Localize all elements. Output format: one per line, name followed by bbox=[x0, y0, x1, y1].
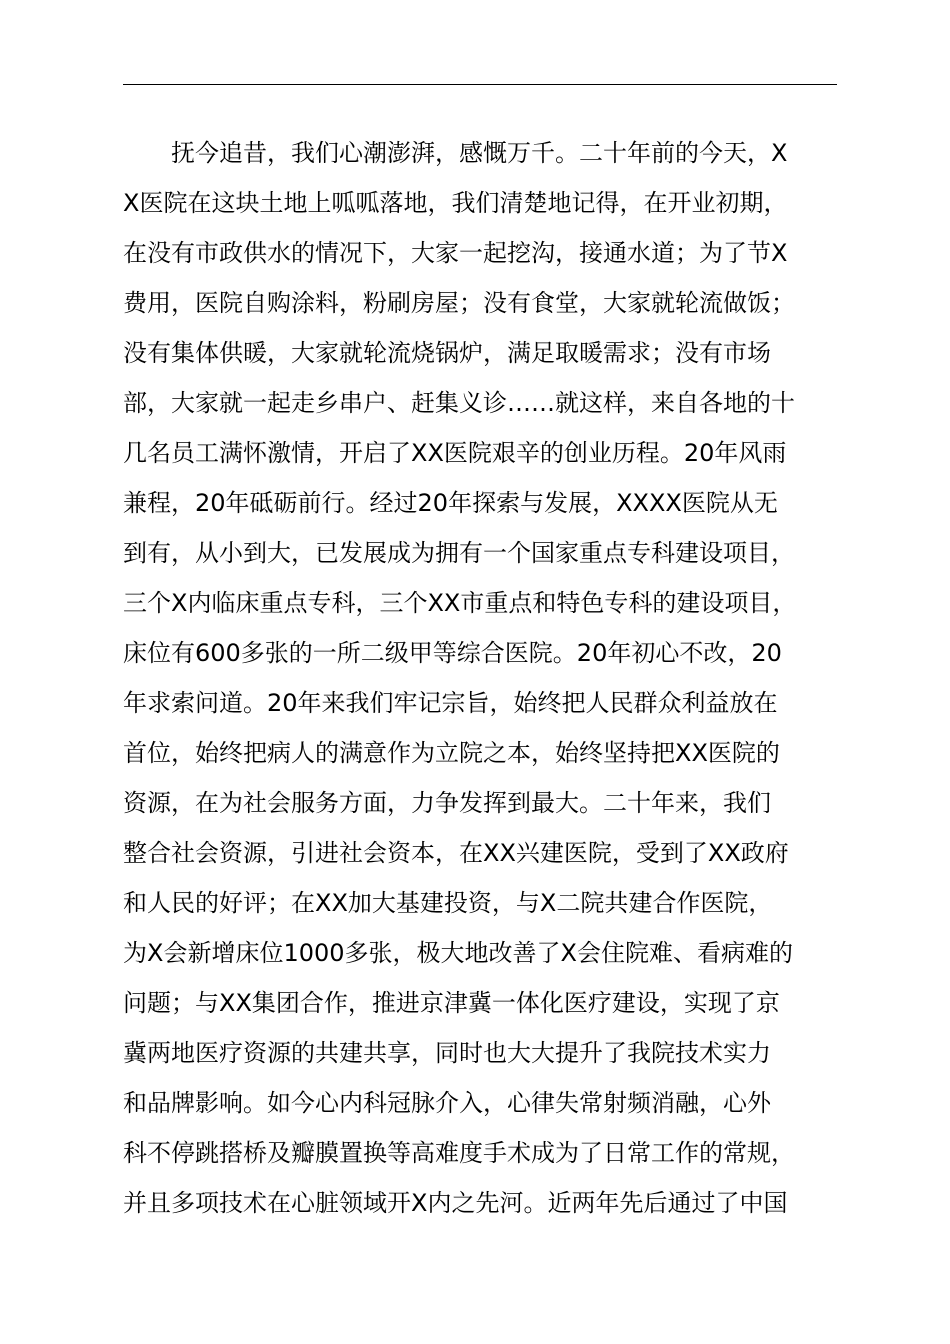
text-line: 部，大家就一起走乡串户、赶集义诊……就这样，来自各地的十 bbox=[123, 389, 795, 417]
text-line: 床位有600多张的一所二级甲等综合医院。20年初心不改，20 bbox=[123, 639, 782, 667]
text-line: 在没有市政供水的情况下，大家一起挖沟，接通水道；为了节X bbox=[123, 239, 788, 267]
text-line: 问题；与XX集团合作，推进京津冀一体化医疗建设，实现了京 bbox=[123, 989, 780, 1017]
text-line: 科不停跳搭桥及瓣膜置换等高难度手术成为了日常工作的常规， bbox=[123, 1139, 795, 1167]
text-line: 整合社会资源，引进社会资本，在XX兴建医院，受到了XX政府 bbox=[123, 839, 789, 867]
text-line: 没有集体供暖，大家就轮流烧锅炉，满足取暖需求；没有市场 bbox=[123, 339, 771, 367]
text-line: 几名员工满怀激情，开启了XX医院艰辛的创业历程。20年风雨 bbox=[123, 439, 787, 467]
text-line: 冀两地医疗资源的共建共享，同时也大大提升了我院技术实力 bbox=[123, 1039, 771, 1067]
text-line: 资源，在为社会服务方面，力争发挥到最大。二十年来，我们 bbox=[123, 789, 771, 817]
text-line: 为X会新增床位1000多张，极大地改善了X会住院难、看病难的 bbox=[123, 939, 793, 967]
header-rule bbox=[123, 84, 837, 85]
text-line: 年求索问道。20年来我们牢记宗旨，始终把人民群众利益放在 bbox=[123, 689, 778, 717]
body-paragraph bbox=[123, 128, 863, 1228]
text-line: 和人民的好评；在XX加大基建投资，与X二院共建合作医院， bbox=[123, 889, 773, 917]
text-line: 并且多项技术在心脏领域开X内之先河。近两年先后通过了中国 bbox=[123, 1189, 788, 1217]
text-line: 和品牌影响。如今心内科冠脉介入，心律失常射频消融，心外 bbox=[123, 1089, 771, 1117]
text-line: X医院在这块土地上呱呱落地，我们清楚地记得，在开业初期， bbox=[123, 189, 788, 217]
text-line: 费用，医院自购涂料，粉刷房屋；没有食堂，大家就轮流做饭； bbox=[123, 289, 795, 317]
text-line: 三个X内临床重点专科，三个XX市重点和特色专科的建设项目， bbox=[123, 589, 797, 617]
text-line: 抚今追昔，我们心潮澎湃，感慨万千。二十年前的今天，X bbox=[171, 139, 788, 167]
text-line: 首位，始终把病人的满意作为立院之本，始终坚持把XX医院的 bbox=[123, 739, 780, 767]
text-line: 到有，从小到大，已发展成为拥有一个国家重点专科建设项目， bbox=[123, 539, 795, 567]
text-line: 兼程，20年砥砺前行。经过20年探索与发展，XXXX医院从无 bbox=[123, 489, 778, 517]
